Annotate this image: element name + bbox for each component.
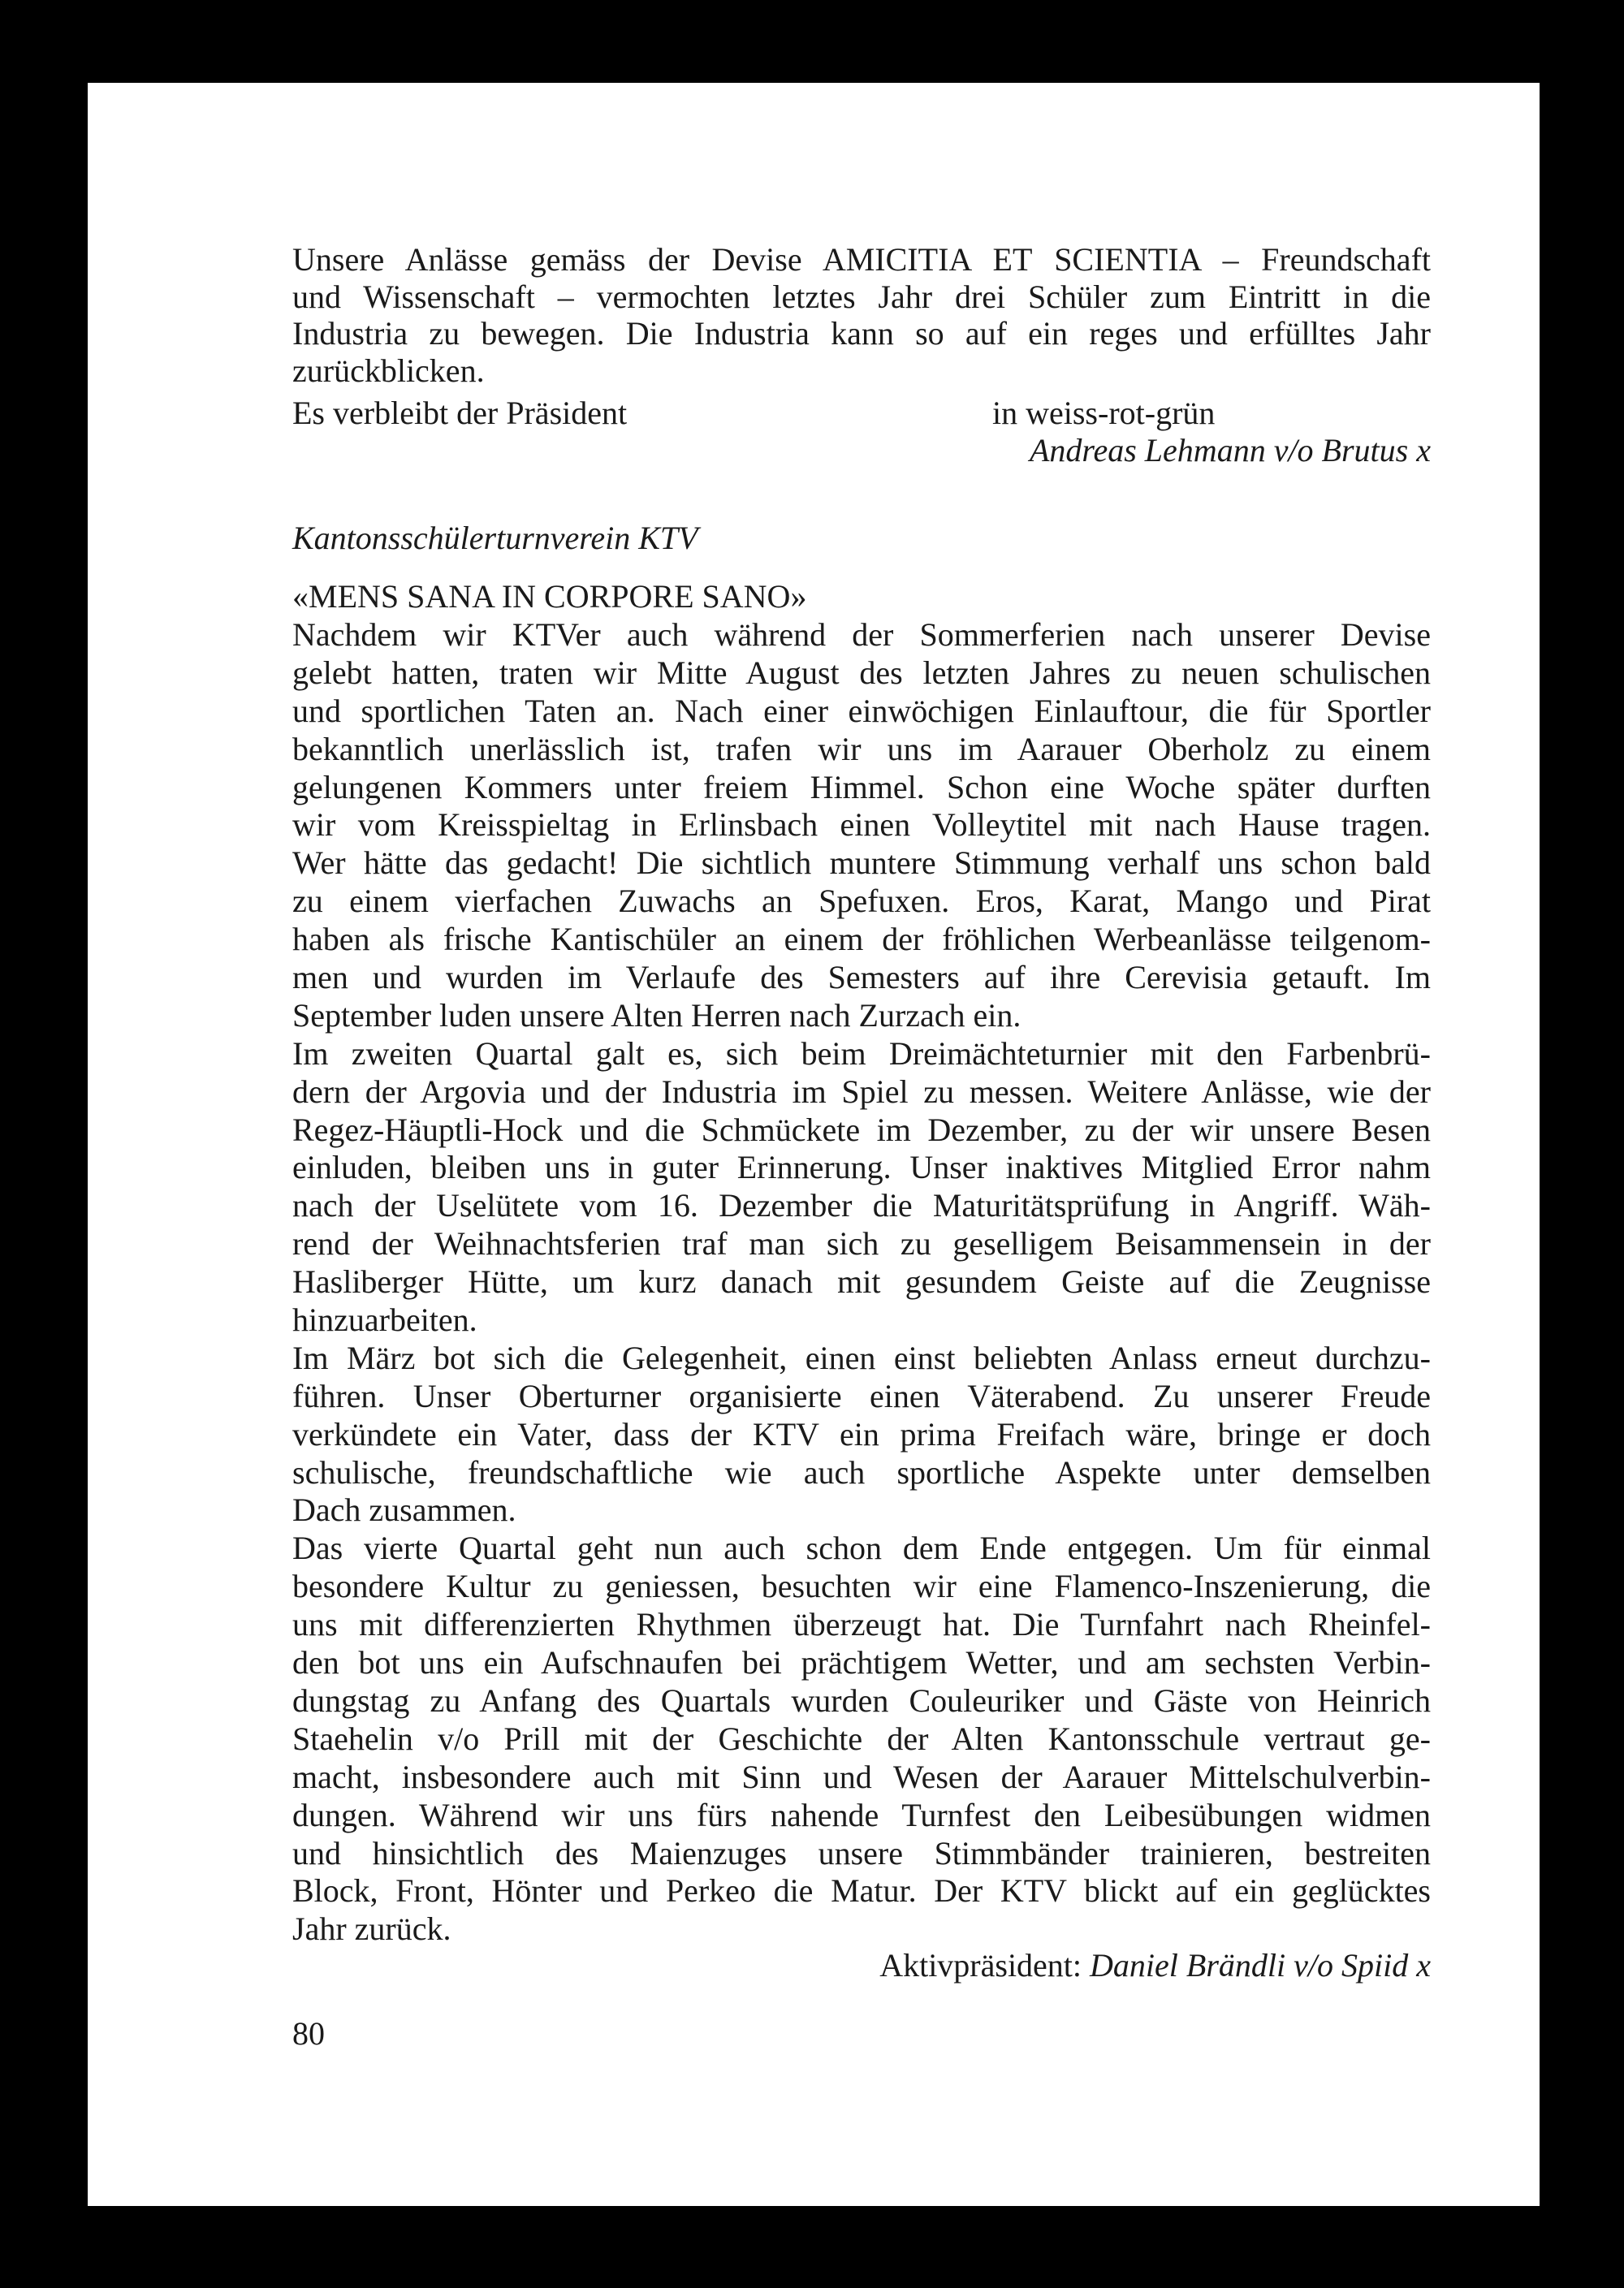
paragraph [292, 1530, 1431, 1949]
text-line: und hinsichtlich des Maienzuges unsere Stimmbänder trainieren, bestreiten [292, 1834, 1431, 1871]
intro-signature: Andreas Lehmann v/o Brutus x [1029, 432, 1431, 468]
closing-right: in weiss-rot-grün [992, 395, 1216, 431]
paragraph [292, 616, 1431, 1035]
text-line: uns mit differenzierten Rhythmen überzeugt hat. Die Turnfahrt nach Rheinfel- [292, 1606, 1431, 1643]
text-line: und Wissenschaft – vermochten letztes Jahr drei Schüler zum Eintritt in die [292, 278, 1431, 315]
text-line: Regez-Häuptli-Hock und die Schmückete im Dezember, zu der wir unsere Besen [292, 1111, 1431, 1148]
text-line: Im zweiten Quartal galt es, sich beim Dreimächteturnier mit den Farbenbrü- [292, 1034, 1431, 1072]
text-line: men und wurden im Verlaufe des Semesters auf ihre Cerevisia getauft. Im [292, 959, 1431, 996]
section-signature [879, 1947, 1431, 1984]
text-line: haben als frische Kantischüler an einem der fröhlichen Werbeanlässe teilgenom- [292, 921, 1431, 958]
closing-left: Es verbleibt der Präsident [292, 395, 628, 431]
paragraph [292, 1035, 1431, 1340]
text-line: den bot uns ein Aufschnaufen bei prächtigem Wetter, und am sechsten Verbin- [292, 1644, 1431, 1681]
intro-paragraph [292, 241, 1431, 390]
text-line: Wer hätte das gedacht! Die sichtlich muntere Stimmung verhalf uns schon bald [292, 844, 1431, 882]
text-line: Staehelin v/o Prill mit der Geschichte der Alten Kantonsschule vertraut ge- [292, 1720, 1431, 1757]
text-line: zu einem vierfachen Zuwachs an Spefuxen. Eros, Karat, Mango und Pirat [292, 883, 1431, 920]
text-line: Hasliberger Hütte, um kurz danach mit gesundem Geiste auf die Zeugnisse [292, 1263, 1431, 1301]
text-line: einluden, bleiben uns in guter Erinnerung. Unser inaktives Mitglied Error nahm [292, 1149, 1431, 1186]
text-line: verkündete ein Vater, dass der KTV ein prima Freifach wäre, bringe er doch [292, 1415, 1431, 1453]
text-line: Im März bot sich die Gelegenheit, einen einst beliebten Anlass erneut durchzu- [292, 1339, 1431, 1376]
text-line: dern der Argovia und der Industria im Spiel zu messen. Weitere Anlässe, wie der [292, 1073, 1431, 1110]
text-line: schulische, freundschaftliche wie auch sportliche Aspekte unter demselben [292, 1453, 1431, 1491]
text-line: September luden unsere Alten Herren nach Zurzach ein. [292, 996, 1021, 1034]
text-line: gelebt hatten, traten wir Mitte August des letzten Jahres zu neuen schulischen [292, 654, 1431, 691]
section-motto: «MENS SANA IN CORPORE SANO» [292, 578, 807, 615]
text-line: Nachdem wir KTVer auch während der Sommerferien nach unserer Devise [292, 616, 1431, 653]
paragraph [292, 1340, 1431, 1530]
text-line: rend der Weihnachtsferien traf man sich zu geselligem Beisammensein in der [292, 1225, 1431, 1263]
document-page [88, 83, 1540, 2206]
text-line: wir vom Kreisspieltag in Erlinsbach einen Volleytitel mit nach Hause tragen. [292, 806, 1431, 844]
text-line: macht, insbesondere auch mit Sinn und Wesen der Aarauer Mittelschulverbin- [292, 1758, 1431, 1795]
text-line: dungstag zu Anfang des Quartals wurden Couleuriker und Gäste von Heinrich [292, 1681, 1431, 1719]
text-line: Jahr zurück. [292, 1910, 451, 1948]
text-line: Block, Front, Hönter und Perkeo die Matur. Der KTV blickt auf ein geglücktes [292, 1872, 1431, 1910]
text-line: gelungenen Kommers unter freiem Himmel. Schon eine Woche später durften [292, 768, 1431, 805]
text-line: Das vierte Quartal geht nun auch schon dem Ende entgegen. Um für einmal [292, 1530, 1431, 1567]
signature-label: Aktivpräsident: [879, 1947, 1082, 1984]
text-line: dungen. Während wir uns fürs nahende Turnfest den Leibesübungen widmen [292, 1796, 1431, 1833]
signature-name: Daniel Brändli v/o Spiid x [1090, 1947, 1431, 1984]
text-line: und sportlichen Taten an. Nach einer einwöchigen Einlauftour, die für Sportler [292, 692, 1431, 729]
section-body [292, 616, 1431, 1949]
page-number: 80 [292, 2015, 325, 2052]
section-heading: Kantonsschülerturnverein KTV [292, 520, 698, 556]
text-line: besondere Kultur zu geniessen, besuchten wir eine Flamenco-Inszenierung, die [292, 1568, 1431, 1605]
text-line: hinzuarbeiten. [292, 1302, 477, 1339]
text-line: Industria zu bewegen. Die Industria kann so auf ein reges und erfülltes Jahr [292, 315, 1431, 352]
text-line: führen. Unser Oberturner organisierte einen Väterabend. Zu unserer Freude [292, 1377, 1431, 1414]
text-line: Dach zusammen. [292, 1492, 516, 1529]
text-line: zurückblicken. [292, 352, 485, 390]
text-line: nach der Uselütete vom 16. Dezember die Maturitätsprüfung in Angriff. Wäh- [292, 1187, 1431, 1224]
text-line: Unsere Anlässe gemäss der Devise AMICITIA ET SCIENTIA – Freundschaft [292, 241, 1431, 278]
text-line: bekanntlich unerlässlich ist, trafen wir uns im Aarauer Oberholz zu einem [292, 730, 1431, 767]
